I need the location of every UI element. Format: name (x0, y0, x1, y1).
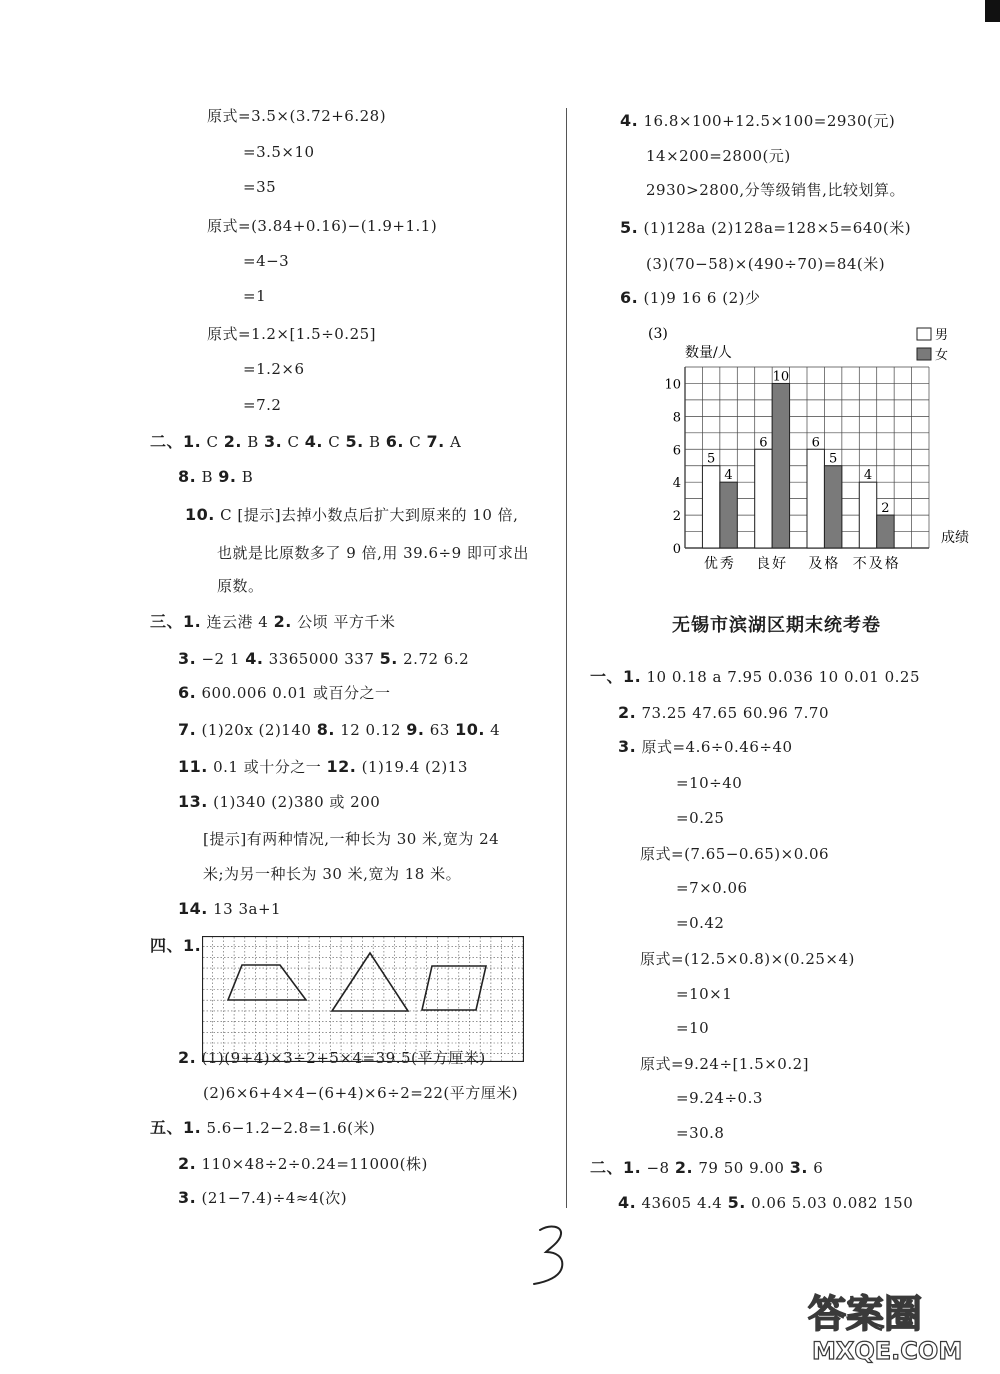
right-line (676, 1124, 724, 1142)
answer-text: =10 (676, 1019, 710, 1037)
answer-text: 连云港 4 (201, 613, 274, 631)
question-number: 8. (178, 467, 197, 486)
answer-text: =0.25 (676, 809, 725, 827)
answer-text: (21−7.4)÷4≈4(次) (196, 1189, 348, 1207)
right-line (676, 774, 742, 792)
handwritten-page-number (528, 1222, 578, 1287)
question-number: 5. (727, 1193, 746, 1212)
bar-value-label: 6 (759, 435, 768, 451)
right-line (640, 950, 855, 968)
chart-y-axis-label: 数量/人 (685, 345, 732, 361)
question-number: 4. (618, 1193, 637, 1212)
left-line (178, 468, 253, 486)
right-line (676, 1019, 709, 1037)
left-line (178, 900, 281, 918)
question-number: 3. (178, 649, 197, 668)
answer-text: 原式=3.5×(3.72+6.28) (207, 107, 387, 125)
y-tick-label: 0 (672, 542, 681, 557)
answer-text: 0.06 5.03 0.082 150 (745, 1194, 914, 1212)
answer-text: 原式=4.6÷0.46÷40 (636, 738, 793, 756)
left-line (243, 287, 266, 305)
watermark-url: MXQE.COM (812, 1337, 963, 1365)
bar-男 (755, 449, 772, 548)
left-line (185, 506, 518, 524)
left-line (207, 325, 376, 343)
answer-text: =10÷40 (676, 774, 743, 792)
x-category-label: 及格 (808, 556, 841, 572)
bar-value-label: 5 (707, 451, 716, 467)
left-line (243, 360, 305, 378)
question-number: 4. (620, 111, 639, 130)
answer-text: 63 (424, 721, 456, 739)
question-number: 2. (674, 1158, 694, 1177)
y-tick-label: 10 (664, 377, 681, 393)
right-line (676, 985, 732, 1003)
left-line (243, 143, 315, 161)
answer-text: (1)340 (2)380 或 200 (207, 793, 381, 811)
left-line (217, 544, 529, 562)
legend-label: 男 (935, 328, 949, 343)
chart-y-ticks (664, 377, 681, 557)
answer-text: B (241, 433, 265, 451)
answer-text: (1)(9+4)×3÷2+5×4=39.5(平方厘米) (196, 1049, 486, 1067)
left-line (207, 107, 386, 125)
right-line (620, 219, 911, 237)
legend-swatch (917, 328, 931, 340)
answer-text: 73.25 47.65 60.96 7.70 (636, 704, 830, 722)
answer-text: =35 (243, 178, 277, 196)
answer-text: =7×0.06 (676, 879, 748, 897)
answer-text: 5.6−1.2−2.8=1.6(米) (201, 1119, 376, 1137)
bar-value-label: 2 (881, 501, 890, 517)
answer-text: =1 (243, 287, 267, 305)
answer-text: =10×1 (676, 985, 733, 1003)
question-number: 2. (178, 1048, 197, 1067)
question-number: 6. (178, 683, 197, 702)
chart-bars (702, 369, 894, 548)
chart-number-label: (3) (648, 326, 668, 342)
right-line (676, 879, 748, 897)
question-number: 2. (178, 1154, 197, 1173)
question-number: 二、1. (590, 1158, 642, 1177)
question-number: 四、1. (150, 936, 202, 955)
left-line (243, 396, 281, 414)
answer-text: (3)(70−58)×(490÷70)=84(米) (646, 255, 886, 273)
answer-text: 原式=(3.84+0.16)−(1.9+1.1) (207, 217, 438, 235)
left-line (203, 830, 499, 848)
answer-text: 13 3a+1 (207, 900, 282, 918)
answer-text: 4 (484, 721, 501, 739)
left-line (150, 613, 395, 631)
right-line (618, 738, 793, 756)
answer-text: 也就是比原数多了 9 倍,用 39.6÷9 即可求出 (217, 544, 529, 562)
right-line (676, 914, 724, 932)
answer-text: 110×48÷2÷0.24=11000(株) (196, 1155, 428, 1173)
answer-text: =30.8 (676, 1124, 725, 1142)
right-line (618, 1194, 913, 1212)
left-line (178, 684, 390, 702)
x-category-label: 良好 (756, 556, 789, 572)
right-line (620, 112, 895, 130)
question-number: 三、1. (150, 612, 202, 631)
left-line (207, 217, 437, 235)
answer-text: (1)128a (2)128a=128×5=640(米) (638, 219, 912, 237)
left-line (178, 650, 469, 668)
section-title: 无锡市滨湖区期末统考卷 (672, 615, 881, 636)
answer-text: (1)9 16 6 (2)少 (638, 289, 761, 307)
bar-女 (720, 482, 737, 548)
question-number: 3. (178, 1188, 197, 1207)
right-line (590, 1159, 823, 1177)
question-number: 2. (273, 612, 292, 631)
question-number: 5. (345, 432, 364, 451)
answer-text: 原式=9.24÷[1.5×0.2] (640, 1055, 810, 1073)
y-tick-label: 2 (672, 509, 681, 525)
right-line (618, 704, 829, 722)
scan-corner-mark (985, 0, 1000, 22)
question-number: 8. (316, 720, 335, 739)
answer-text: 2930>2800,分等级销售,比较划算。 (646, 181, 905, 199)
parallelogram-shape (422, 966, 486, 1010)
bar-value-label: 4 (863, 468, 873, 484)
answer-text: =1.2×6 (243, 360, 305, 378)
answer-text: B (363, 433, 386, 451)
right-line (676, 809, 724, 827)
answer-text: 原式=(12.5×0.8)×(0.25×4) (640, 950, 855, 968)
legend-swatch (917, 348, 931, 360)
left-line (178, 1189, 347, 1207)
column-divider (566, 108, 567, 1208)
answer-text: 原数。 (217, 577, 264, 595)
answer-text: 14×200=2800(元) (646, 147, 791, 165)
question-number: 5. (379, 649, 398, 668)
answer-text: 原式=1.2×[1.5÷0.25] (207, 325, 377, 343)
question-number: 14. (178, 899, 208, 918)
right-line (590, 668, 920, 686)
left-line (178, 758, 468, 776)
answer-text: 原式=(7.65−0.65)×0.06 (640, 845, 830, 863)
question-number: 2. (618, 703, 637, 722)
watermark-logo (800, 1285, 995, 1371)
answer-text: C (201, 433, 224, 451)
bar-value-label: 5 (829, 451, 838, 467)
triangle-shape (332, 953, 408, 1011)
answer-text: A (444, 433, 462, 451)
answer-text: 12 0.12 (334, 721, 407, 739)
x-category-label: 优秀 (703, 556, 736, 572)
question-number: 一、1. (590, 667, 642, 686)
question-number: 6. (385, 432, 404, 451)
left-line (178, 721, 500, 739)
answer-text: =0.42 (676, 914, 725, 932)
left-line (243, 252, 289, 270)
question-number: 6. (620, 288, 639, 307)
bar-女 (877, 515, 894, 548)
question-number: 7. (178, 720, 197, 739)
question-number: 11. (178, 757, 208, 776)
question-number: 5. (620, 218, 639, 237)
right-line (646, 181, 905, 199)
right-line (646, 255, 885, 273)
left-line (203, 1084, 518, 1102)
answer-text: =7.2 (243, 396, 282, 414)
bar-女 (824, 466, 841, 548)
question-number: 4. (245, 649, 264, 668)
question-number: 10. (455, 720, 485, 739)
bar-男 (859, 482, 876, 548)
left-line (203, 865, 461, 883)
question-number: 13. (178, 792, 208, 811)
answer-text: 79 50 9.00 (693, 1159, 790, 1177)
question-number: 4. (304, 432, 323, 451)
grid-drawing-figure (202, 936, 524, 1062)
answer-text: C (282, 433, 305, 451)
bar-value-label: 10 (772, 369, 790, 385)
bar-value-label: 4 (724, 468, 733, 484)
left-line (150, 937, 201, 955)
chart-legend (917, 328, 948, 363)
bar-chart (645, 320, 985, 575)
question-number: 12. (326, 757, 357, 776)
answer-text: −2 1 (196, 650, 246, 668)
left-line (178, 1155, 428, 1173)
left-line (178, 793, 380, 811)
bar-男 (807, 449, 824, 548)
answer-text: 10 0.18 a 7.95 0.036 10 0.01 0.25 (641, 668, 921, 686)
answer-text: 公顷 平方千米 (291, 613, 396, 631)
right-line (640, 845, 829, 863)
answer-text: −8 (641, 1159, 675, 1177)
bar-value-label: 6 (811, 435, 820, 451)
y-tick-label: 8 (672, 410, 681, 426)
answer-text: B (196, 468, 219, 486)
answer-text: (1)20x (2)140 (196, 721, 317, 739)
question-number: 7. (426, 432, 445, 451)
chart-x-categories (704, 555, 901, 572)
grid-border (203, 937, 524, 1062)
chart-x-axis-label: 成绩 (941, 530, 969, 546)
answer-text: 3365000 337 (263, 650, 380, 668)
right-line (646, 147, 791, 165)
question-number: 3. (264, 432, 283, 451)
answer-text: =9.24÷0.3 (676, 1089, 763, 1107)
question-number: 二、1. (150, 432, 202, 451)
y-tick-label: 6 (672, 443, 681, 459)
left-line (150, 1119, 375, 1137)
right-line (676, 1089, 763, 1107)
answer-text: 43605 4.4 (636, 1194, 728, 1212)
answer-text: C [提示]去掉小数点后扩大到原来的 10 倍, (214, 506, 519, 524)
right-line (620, 289, 760, 307)
watermark-title: 答案圈 (808, 1292, 923, 1336)
dotted-grid (203, 937, 523, 1061)
answer-text: 16.8×100+12.5×100=2930(元) (638, 112, 896, 130)
bar-女 (772, 383, 789, 548)
left-line (217, 577, 264, 595)
answer-text: 600.006 0.01 或百分之一 (196, 684, 391, 702)
answer-text: (1)19.4 (2)13 (356, 758, 468, 776)
answer-text: C (403, 433, 427, 451)
answer-text: 2.72 6.2 (397, 650, 470, 668)
question-number: 2. (223, 432, 242, 451)
legend-label: 女 (935, 348, 949, 363)
answer-text: (2)6×6+4×4−(6+4)×6÷2=22(平方厘米) (203, 1084, 519, 1102)
answer-text: B (236, 468, 254, 486)
answer-text: C (322, 433, 346, 451)
bar-男 (702, 466, 719, 548)
question-number: 3. (618, 737, 637, 756)
right-line (640, 1055, 809, 1073)
trapezoid-shape (228, 965, 306, 1000)
answer-text: 6 (807, 1159, 824, 1177)
answer-text: =3.5×10 (243, 143, 315, 161)
question-number: 3. (789, 1158, 808, 1177)
answer-text: [提示]有两种情况,一种长为 30 米,宽为 24 (203, 830, 500, 848)
answer-text: 米;为另一种长为 30 米,宽为 18 米。 (203, 865, 462, 883)
answer-text: 0.1 或十分之一 (207, 758, 327, 776)
question-number: 五、1. (150, 1118, 202, 1137)
question-number: 9. (218, 467, 237, 486)
y-tick-label: 4 (672, 476, 681, 492)
answer-text: =4−3 (243, 252, 290, 270)
question-number: 10. (185, 505, 215, 524)
question-number: 9. (406, 720, 425, 739)
x-category-label: 不及格 (852, 556, 901, 572)
left-line (150, 433, 461, 451)
left-line (243, 178, 276, 196)
handwritten-digit-3 (534, 1227, 562, 1284)
